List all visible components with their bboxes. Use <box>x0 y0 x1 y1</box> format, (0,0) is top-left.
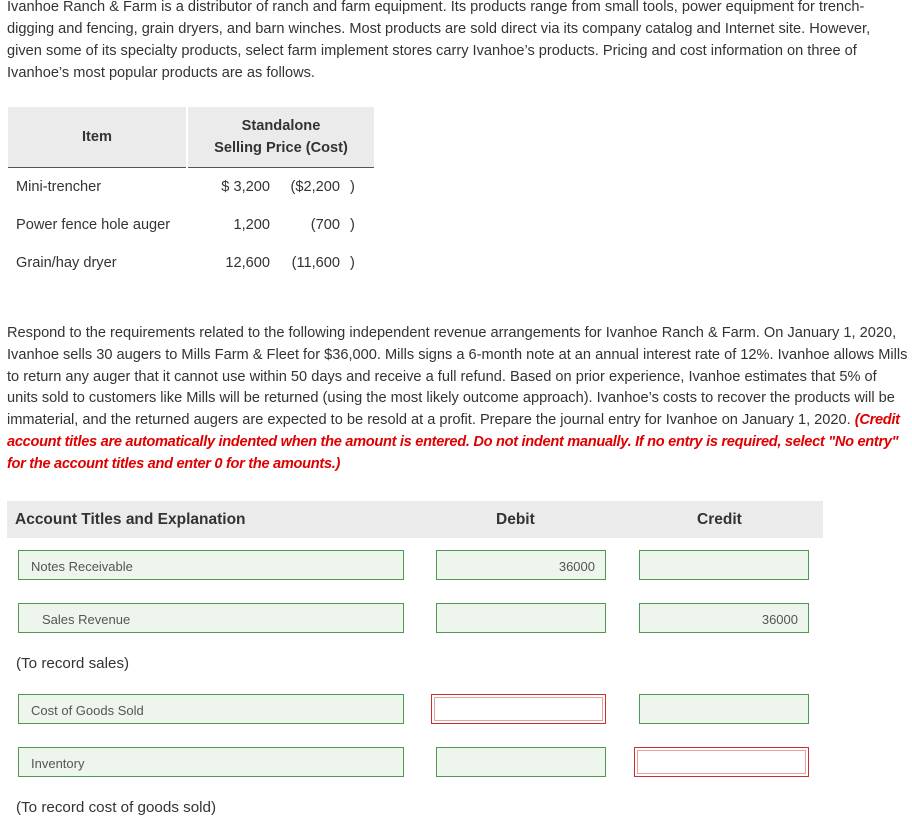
selling-price: $ 3,200 <box>221 179 270 195</box>
product-cost: ($2,200 <box>290 179 340 195</box>
col-credit: Credit <box>697 511 742 528</box>
col-debit: Debit <box>496 511 535 528</box>
entry-note-cogs: (To record cost of goods sold) <box>16 799 217 816</box>
credit-amount-field[interactable] <box>634 747 809 777</box>
product-cost: (700 <box>310 217 340 233</box>
instruction-text: (Credit account titles are automatically indented when the amount is entered. Do not indent manually. If no entry is required, select "No entry" for the account titles and enter 0 for the amounts.) <box>7 412 900 472</box>
price-table-header-price: Standalone Selling Price (Cost) <box>188 107 374 168</box>
entry-note-sales: (To record sales) <box>16 655 130 672</box>
product-name: Grain/hay dryer <box>16 255 117 271</box>
debit-amount-field[interactable] <box>436 747 606 777</box>
account-title-field[interactable]: Sales Revenue <box>18 603 404 633</box>
requirement-text <box>7 323 909 476</box>
account-title-field[interactable]: Cost of Goods Sold <box>18 694 404 724</box>
price-table <box>8 107 374 282</box>
table-row: Power fence hole auger 1,200 (700 ) <box>8 206 374 244</box>
requirement-body: Respond to the requirements related to the following independent revenue arrangements for Ivanhoe Ranch & Farm. On January 1, 2020, Ivanhoe sells 30 augers to Mills Farm & Fleet for $36,000. Mills signs a 6-month note at an annual interest rate of 12%. Ivanhoe allows Mills to return any auger that it cannot use within 50 days and receive a full refund. Based on prior experience, Ivanhoe estimates that 5% of units sold to customers like Mills will be returned (using the most likely outcome approach). Ivanhoe’s costs to recover the products will be immaterial, and the returned augers are expected to be resold at a profit. Prepare the journal entry for Ivanhoe on January 1, 2020. <box>7 325 908 429</box>
account-title-field[interactable]: Notes Receivable <box>18 550 404 580</box>
account-title-field[interactable]: Inventory <box>18 747 404 777</box>
journal-header <box>7 501 823 538</box>
selling-price: 1,200 <box>233 217 270 233</box>
credit-amount-field[interactable]: 36000 <box>639 603 809 633</box>
table-row: Mini-trencher $ 3,200 ($2,200 ) <box>8 168 374 207</box>
credit-amount-field[interactable] <box>639 550 809 580</box>
credit-amount-field[interactable] <box>639 694 809 724</box>
debit-amount-field[interactable] <box>436 603 606 633</box>
product-name: Power fence hole auger <box>16 217 171 233</box>
debit-amount-field[interactable] <box>431 694 606 724</box>
product-name: Mini-trencher <box>16 179 102 195</box>
table-row: Grain/hay dryer 12,600 (11,600 ) <box>8 244 374 282</box>
product-cost: (11,600 <box>291 255 340 271</box>
selling-price: 12,600 <box>225 255 270 271</box>
price-table-header-item: Item <box>8 107 186 168</box>
debit-amount-field[interactable]: 36000 <box>436 550 606 580</box>
col-account-title: Account Titles and Explanation <box>15 511 246 528</box>
problem-intro: Ivanhoe Ranch & Farm is a distributor of ranch and farm equipment. Its products range from small tools, power equipment for trench-digging and fencing, grain dryers, and barn winches. Most products are sold direct via its company catalog and Internet site. However, given some of its specialty products, select farm implement stores carry Ivanhoe’s products. Pricing and cost information on three of Ivanhoe’s most popular products are as follows. <box>7 0 871 81</box>
